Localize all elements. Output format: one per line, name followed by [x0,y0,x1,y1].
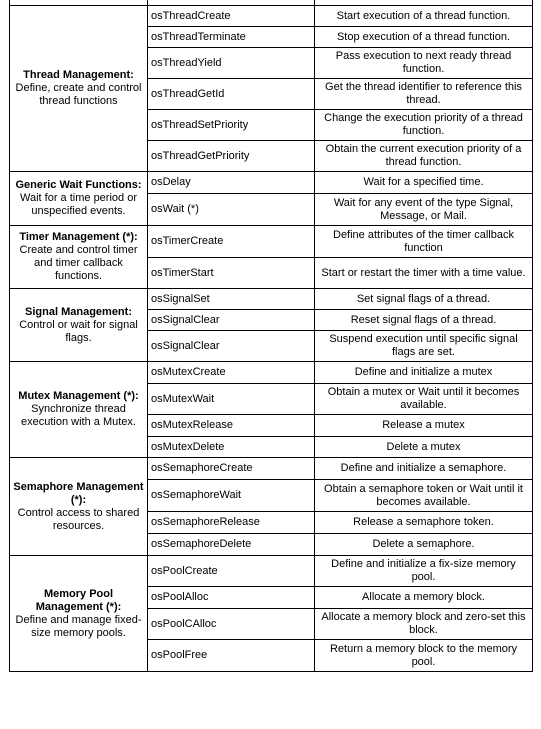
function-description: Define attributes of the timer callback function [315,226,533,258]
function-name: osPoolCreate [148,556,315,587]
group-title: Mutex Management (*): [18,390,139,402]
group-description: Define, create and control thread functions [15,82,142,107]
group-title: Signal Management: [25,305,132,318]
function-name: osPoolAlloc [148,587,315,609]
function-description: Release a semaphore token. [315,512,533,534]
function-name: osSemaphoreWait [148,480,315,512]
function-description: Reset signal flags of a thread. [315,310,533,331]
function-description: Allocate a memory block and zero-set this block. [315,609,533,640]
function-description: Delete a mutex [315,437,533,458]
group-title: Timer Management (*): [19,231,138,243]
table-row [10,556,533,587]
function-description: Wait for any event of the type Signal, Message, or Mail. [315,194,533,226]
group-cell [10,172,148,226]
function-name: osThreadSetPriority [148,110,315,141]
function-name: osTimerCreate [148,226,315,258]
group-description: Control access to shared resources. [17,506,140,532]
function-description: Define and initialize a mutex [315,362,533,384]
function-description: Define and initialize a fix-size memory pool. [315,556,533,587]
rtos-api-table [9,0,533,672]
table-row [10,172,533,194]
group-cell [10,458,148,556]
function-name: osMutexDelete [148,437,315,458]
table-row [10,289,533,310]
function-description: Start or restart the timer with a time value. [315,258,533,289]
function-name: osMutexWait [148,384,315,415]
group-description: Wait for a time period or unspecified events. [20,192,137,217]
function-name: osSemaphoreCreate [148,458,315,480]
function-description: Allocate a memory block. [315,587,533,609]
group-cell [10,6,148,172]
function-name: osDelay [148,172,315,194]
group-cell [10,556,148,672]
function-name: osPoolFree [148,640,315,672]
function-description: Define and initialize a semaphore. [315,458,533,480]
function-description: Obtain a mutex or Wait until it becomes available. [315,384,533,415]
function-description: Obtain a semaphore token or Wait until it becomes available. [315,480,533,512]
function-name: osSignalClear [148,310,315,331]
table-row [10,458,533,480]
table-row [10,6,533,27]
function-description: Start execution of a thread function. [315,6,533,27]
function-description: Wait for a specified time. [315,172,533,194]
function-name: osThreadCreate [148,6,315,27]
function-description: Delete a semaphore. [315,534,533,556]
function-description: Pass execution to next ready thread function. [315,48,533,79]
function-description: Stop execution of a thread function. [315,27,533,48]
group-title: Memory Pool Management (*): [35,587,122,613]
group-description: Control or wait for signal flags. [19,318,138,344]
function-name: osMutexCreate [148,362,315,384]
function-name: osMutexRelease [148,415,315,437]
function-name: osSemaphoreRelease [148,512,315,534]
function-description: Obtain the current execution priority of a thread function. [315,141,533,172]
group-title: Generic Wait Functions: [15,179,142,191]
function-description: Suspend execution until specific signal flags are set. [315,331,533,362]
group-description: Define and manage fixed-size memory pools. [15,613,142,639]
group-description: Synchronize thread execution with a Mutex. [21,403,136,428]
group-cell [10,226,148,289]
function-description: Get the thread identifier to reference this thread. [315,79,533,110]
function-name: osThreadTerminate [148,27,315,48]
function-description: Return a memory block to the memory pool. [315,640,533,672]
function-name: osSignalSet [148,289,315,310]
function-name: osWait (*) [148,194,315,226]
group-title: Semaphore Management (*): [13,480,144,506]
group-title: Thread Management: [23,69,134,81]
function-name: osPoolCAlloc [148,609,315,640]
function-description: Change the execution priority of a thread function. [315,110,533,141]
table-row [10,226,533,258]
function-name: osSignalClear [148,331,315,362]
function-description: Release a mutex [315,415,533,437]
function-name: osSemaphoreDelete [148,534,315,556]
group-cell [10,362,148,458]
function-name: osThreadGetPriority [148,141,315,172]
function-name: osThreadGetId [148,79,315,110]
table-row [10,362,533,384]
function-description: Set signal flags of a thread. [315,289,533,310]
group-description: Create and control timer and timer callback functions. [19,244,138,282]
function-name: osTimerStart [148,258,315,289]
function-name: osThreadYield [148,48,315,79]
group-cell [10,289,148,362]
